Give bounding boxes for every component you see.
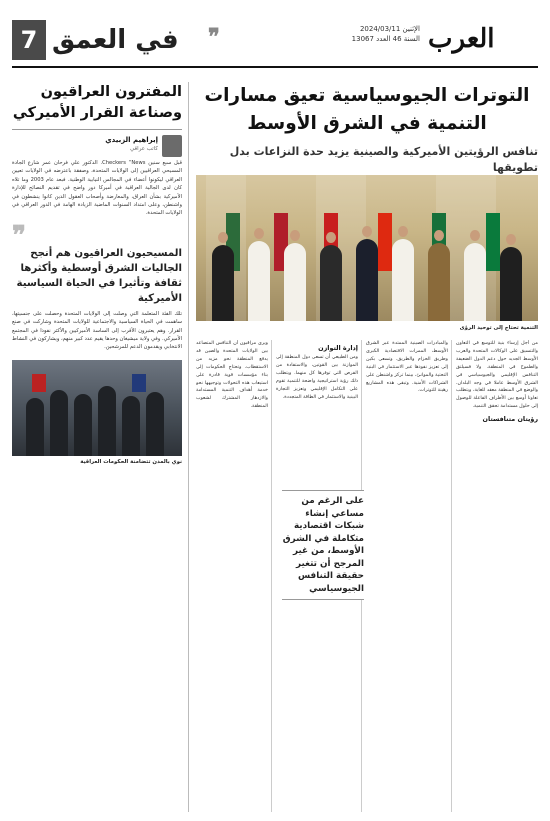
person-figure <box>392 239 414 321</box>
column-divider <box>271 340 272 812</box>
issue-line: السنة 46 العدد 13067 <box>351 35 420 43</box>
person-figure <box>50 390 68 456</box>
section-name: في العمق <box>52 25 179 55</box>
person-head <box>434 230 444 241</box>
column-text: ويرى مراقبون أن التنافس المتصاعد بين الولايات المتحدة والصين قد يدفع المنطقة نحو مزيد من الاستقطاب. وتحتاج الحكومات إلى بناء مؤسسات قوية قادرة على استيعاب هذه التحولات وتوجيهها نحو خدمة أهداف التنمية المستدامة والازدهار المشترك لشعوب المنطقة. <box>196 341 268 410</box>
quote-icon: ❞ <box>12 220 26 251</box>
column-text: ومن الطبيعي أن تسعى دول المنطقة إلى الموازنة بين القوتين، والاستفادة من الفرص التي توفرها كل منهما. ويتطلب ذلك رؤية استراتيجية واضحة للتنمية تقوم على التكامل الإقليمي وتعزيز التجارة البينية والاستثمار في الطاقة المتجددة. <box>276 355 358 400</box>
pull-quote-box <box>12 220 182 306</box>
flag <box>378 213 392 271</box>
photo-caption: نوي بالمدن تتضامنة الحكومات العراقية <box>80 458 182 465</box>
person-figure <box>284 243 306 321</box>
person-figure <box>26 398 44 456</box>
article-column-4 <box>196 340 268 812</box>
person-figure <box>248 241 270 321</box>
article-column-1 <box>456 340 538 812</box>
column-text: والمبادرات الصينية الممتدة عبر الشرق الأوسط، الممرات الاقتصادية الكبرى وطريق الحزام والطريق. وتسعى بكين إلى تعزيز نفوذها عبر الاستثمار في البنية التحتية والموانئ، بينما تركز واشنطن على الشراكات الأمنية. وتبقى هذه المشاريع رهينة للتوترات. <box>366 341 448 394</box>
person-figure <box>500 247 522 321</box>
masthead-logo: العرب <box>428 24 495 54</box>
flag <box>32 374 46 392</box>
person-figure <box>356 239 378 321</box>
person-head <box>506 234 516 245</box>
author-byline <box>12 135 182 159</box>
person-head <box>470 230 480 241</box>
person-head <box>326 232 336 243</box>
opinion-photo <box>12 360 182 456</box>
date-line: الإثنين 2024/03/11 <box>359 25 420 33</box>
column-subheading: إدارة التوازن <box>318 344 358 352</box>
page-header <box>12 20 538 76</box>
header-rule <box>12 66 538 68</box>
person-head <box>290 230 300 241</box>
pull-quote: المسيحيون العراقيون هم أنجح الجاليات الشرق أوسطية وأكثرها ثقافة وتأثيرا في الحياة السياسية الأميركية <box>16 247 182 304</box>
article-photo <box>196 175 538 321</box>
opinion-title: المفترون العراقيون وصناعة القرار الأميركي <box>12 84 182 121</box>
column-divider <box>188 82 189 812</box>
photo-caption: التنمية تحتاج إلى توحيد الرؤى <box>459 325 538 331</box>
author-photo <box>162 135 182 157</box>
inset-pull-quote: على الرغم من مساعي إنشاء شبكات اقتصادية متكاملة في الشرق الأوسط، من غير المرجح أن تتغير حقيقة التنافس الجيوسياسي <box>282 490 364 600</box>
column-subheading: رؤيتان متنافستان <box>482 415 538 424</box>
issue-info <box>340 24 420 44</box>
opinion-body-1: قبل سبع سنين Checkers “News. الدكتور علي فرحان عمر شارع الجادة المسيحي العراقيين إلى الولايات المتحدة، وصفقة باعترضه في الولايات تعيين العراقي ليكونوا أعضاء في المجالس النيابية الوطنية. فبعد عام 2003 وما تلاه كان لدى الجالية العراقية في أميركا دور واضح في تقديم النصائح للإدارة الأميركية بشأن العراق، والمعارضة وأصحاب العقول الذين كانوا ينشطون في واشنطن، وعلى امتداد السنوات الماضية الزيادة الهامة في الدور العراقي في الولايات المتحدة. <box>12 160 183 217</box>
main-article <box>196 82 538 594</box>
divider <box>12 129 182 130</box>
person-figure <box>428 243 450 321</box>
article-columns <box>196 340 538 812</box>
person-figure <box>122 396 140 456</box>
person-figure <box>98 386 116 456</box>
author-role: كاتب عراقي <box>129 146 158 152</box>
person-head <box>398 226 408 237</box>
article-headline: التوترات الجيوسياسية تعيق مسارات التنمية في الشرق الأوسط <box>204 85 530 134</box>
quote-icon: ❞ <box>208 24 220 50</box>
person-figure <box>74 394 92 456</box>
person-head <box>362 226 372 237</box>
column-divider <box>451 340 452 812</box>
article-subheadline: تنافس الرؤيتين الأميركية والصينية يزيد حدة النزاعات بدل تطويقها <box>229 145 538 174</box>
opinion-column <box>12 82 182 812</box>
person-head <box>218 232 228 243</box>
opinion-body-2: تلك الفئة المتعلمة التي وصلت إلى الولايات المتحدة وحصلت على جنسيتها، ساهمت في الحياة السياسية والاجتماعية للولايات المتحدة وشاركت في صنع القرار. وهم يعتبرون الأقرب إلى الساسة الأميركيين والأكثر نفوذا في المجتمع الأميركي. وفي ولاية ميشيغان وحدها يقيم عدد كبير منهم، ويشاركون في النشاط الانتخابي ويقدمون الدعم للمرشحين. <box>12 310 182 351</box>
column-text: من أجل إرساء بنية للتوسع في التعاون والتنسيق على الوكالات المتحدة والعرب الأوسط الجديد حول دعم الدول الضعيفة والطموح في المنطقة. ولا فسيلتق التنافس الإقليمي والجيوسياسي في الشرق الأوسط عاملا في وجه البلدان. والوضع في المنطقة معقد للغاية، ويتطلب تعاونا أوسع بين الأطراف الفاعلة للوصول إلى حلول مستدامة تحقق التنمية. <box>456 341 538 410</box>
article-column-2 <box>366 340 448 812</box>
person-figure <box>146 392 164 456</box>
person-figure <box>464 243 486 321</box>
flag <box>132 374 146 392</box>
page-number: 7 <box>12 20 46 60</box>
person-head <box>254 228 264 239</box>
flag <box>486 213 500 271</box>
author-name: إبراهيم الزبيدي <box>105 136 158 144</box>
person-figure <box>320 245 342 321</box>
person-figure <box>212 245 234 321</box>
